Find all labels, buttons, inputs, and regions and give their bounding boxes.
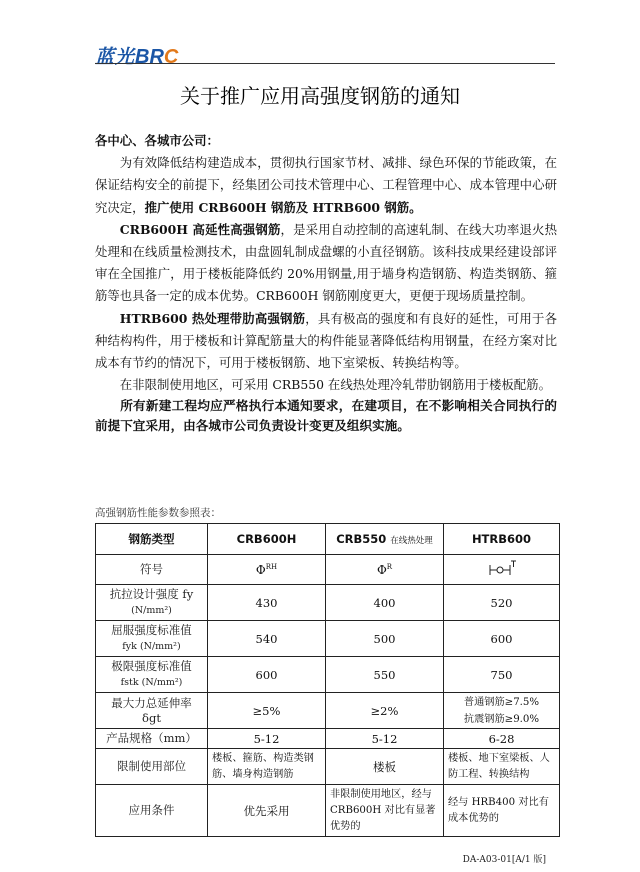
paragraph-2: CRB600H 高延性高强钢筋，是采用自动控制的高速轧制、在线大功率退火热处理和在线质量检测技术，由盘圆轧制成盘螺的小直径钢筋。该科技成果经建设部评审在全国推广，用于楼板能降低约 20%用钢量,用于墙身构造钢筋、构造类钢筋、箍筋等也具备一定的成本优势。CRB600H 钢筋刚度更大，更便于现场质量控制。 — [95, 221, 557, 304]
company-logo: 蓝光BRC — [95, 46, 179, 68]
document-body — [95, 130, 557, 436]
header-cell: CRB550 在线热处理 — [326, 524, 444, 555]
table-row: 应用条件 优先采用 非限制使用地区，经与 CRB600H 对比有显著优势的 经与 HRB400 对比有成本优势的 — [96, 785, 560, 837]
table-header-row — [96, 524, 560, 555]
header-rule — [95, 63, 555, 64]
symbol-crb600h: $\Phi^{RH}$ — [208, 555, 326, 585]
table-row: 最大力总延伸率 δgt ≥5% ≥2% 普通钢筋≥7.5% 抗震钢筋≥9.0% — [96, 693, 560, 729]
greeting: 各中心、各城市公司： — [95, 133, 219, 148]
rebar-spec-table — [95, 523, 560, 837]
table-row: 屈服强度标准值 fyk (N/mm²) 540 500 600 — [96, 621, 560, 657]
paragraph-3: HTRB600 热处理带肋高强钢筋，具有极高的强度和有良好的延性，可用于各种结构构件，用于楼板和计算配筋量大的构件能显著降低结构用钢量，在经方案对比成本有节约的情况下，可用于楼板钢筋、地下室梁板、转换结构等。 — [95, 310, 557, 371]
table-row: 符号 $\Phi^{RH}$ $\Phi^R$ — [96, 555, 560, 585]
table-row: 极限强度标准值 fstk (N/mm²) 600 550 750 — [96, 657, 560, 693]
symbol-htrb600-icon — [444, 555, 560, 585]
table-row: 抗拉设计强度 fy (N/mm²) 430 400 520 — [96, 585, 560, 621]
symbol-crb550: $\Phi^R$ — [326, 555, 444, 585]
header-cell: HTRB600 — [444, 524, 560, 555]
document-code: DA-A03-01[A/1 版] — [462, 855, 546, 865]
table-caption: 高强钢筋性能参数参照表： — [95, 507, 221, 519]
table-row: 限制使用部位 楼板、箍筋、构造类钢筋、墙身构造钢筋 楼板 楼板、地下室梁板、人防工程、转换结构 — [96, 749, 560, 785]
paragraph-5: 所有新建工程均应严格执行本通知要求，在建项目，在不影响相关合同执行的前提下宜采用，由各城市公司负责设计变更及组织实施。 — [95, 398, 557, 434]
table-row: 产品规格（mm） 5-12 5-12 6-28 — [96, 729, 560, 749]
paragraph-4: 在非限制使用地区，可采用 CRB550 在线热处理冷轧带肋钢筋用于楼板配筋。 — [119, 377, 551, 393]
document-title: 关于推广应用高强度钢筋的通知 — [180, 84, 460, 108]
htrb600-symbol-icon — [487, 559, 517, 577]
paragraph-1: 为有效降低结构建造成本，贯彻执行国家节材、减排、绿色环保的节能政策，在保证结构安全的前提下，经集团公司技术管理中心、工程管理中心、成本管理中心研究决定，推广使用 CRB600H 钢筋及 HTRB600 钢筋。 — [95, 155, 557, 215]
header-cell: 钢筋类型 — [96, 524, 208, 555]
header-cell: CRB600H — [208, 524, 326, 555]
